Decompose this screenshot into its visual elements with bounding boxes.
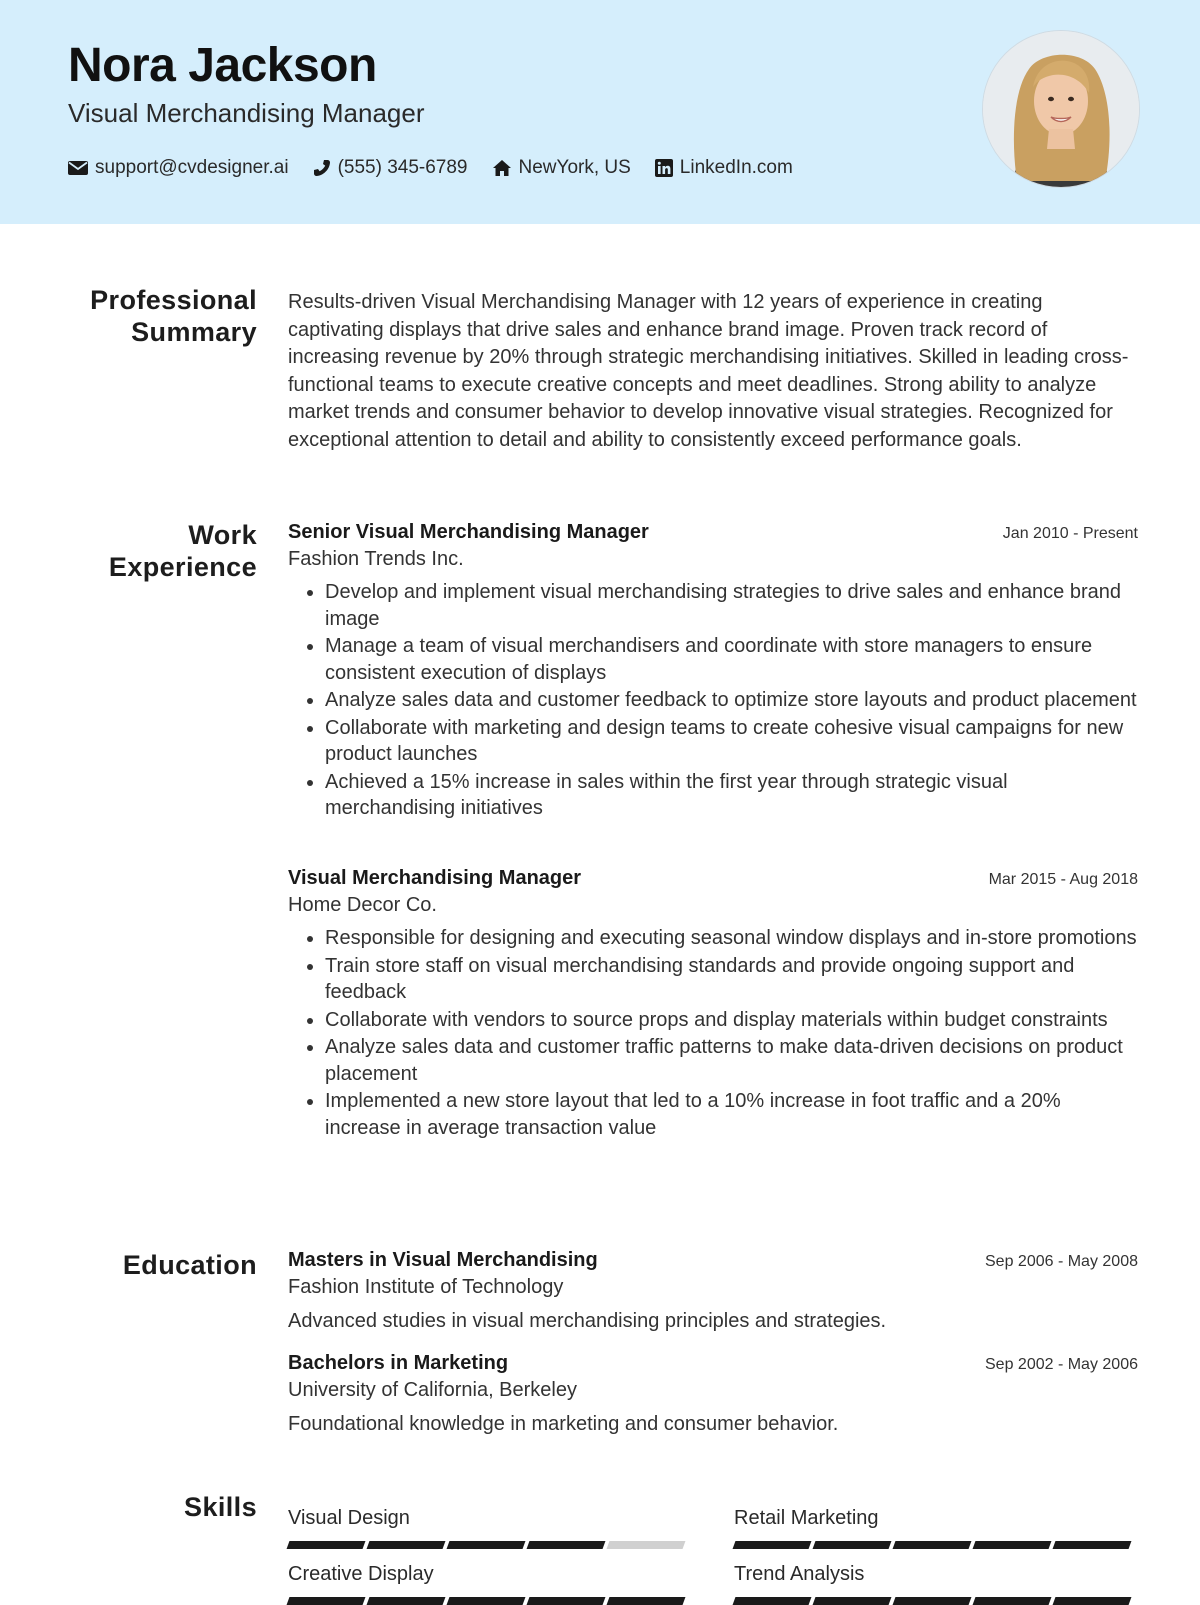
skill-level-segment-filled xyxy=(527,1597,606,1605)
skill-item xyxy=(288,1561,688,1605)
skill-level-segment-filled xyxy=(367,1597,446,1605)
job-bullet: • Manage a team of visual merchandisers and coordinate with store managers to ensure consistent execution of displays xyxy=(325,633,1138,686)
summary-heading xyxy=(40,284,257,348)
skill-level-segment-filled xyxy=(447,1541,526,1549)
skill-level-bar xyxy=(288,1597,688,1605)
education-entry xyxy=(288,1247,1138,1335)
contact-location-text: NewYork, US xyxy=(518,157,631,178)
linkedin-icon xyxy=(655,159,673,177)
skill-level-segment-filled xyxy=(367,1541,446,1549)
summary-section xyxy=(288,289,1138,454)
job-title: Senior Visual Merchandising Manager xyxy=(288,521,649,543)
job-dates: Jan 2010 - Present xyxy=(1002,525,1138,542)
skill-level-bar xyxy=(734,1597,1134,1605)
job-bullets xyxy=(288,925,1138,1141)
experience-heading-line2: Experience xyxy=(108,552,257,582)
skill-item xyxy=(734,1505,1134,1549)
education-dates: Sep 2002 - May 2006 xyxy=(985,1356,1138,1373)
job-bullet: • Analyze sales data and customer traffic patterns to make data-driven decisions on product placement xyxy=(325,1034,1138,1087)
job-company: Home Decor Co. xyxy=(288,894,437,916)
contact-location xyxy=(492,157,631,179)
skill-level-segment-filled xyxy=(733,1597,812,1605)
skill-level-segment-filled xyxy=(287,1541,366,1549)
skill-level-segment-filled xyxy=(813,1597,892,1605)
contact-linkedin-text: LinkedIn.com xyxy=(679,157,793,178)
skill-level-segment-filled xyxy=(733,1541,812,1549)
experience-heading xyxy=(40,519,257,583)
skill-level-segment-filled xyxy=(973,1541,1052,1549)
job-entry xyxy=(288,865,1138,1142)
skill-level-segment-filled xyxy=(607,1597,686,1605)
skill-level-segment-filled xyxy=(527,1541,606,1549)
skill-name: Visual Design xyxy=(288,1507,410,1529)
degree-title: Bachelors in Marketing xyxy=(288,1352,509,1374)
job-bullet: • Analyze sales data and customer feedback to optimize store layouts and product placement xyxy=(325,687,1138,714)
profile-photo xyxy=(982,30,1140,188)
job-bullet: • Collaborate with marketing and design teams to create cohesive visual campaigns for new product launches xyxy=(325,715,1138,768)
skill-level-segment-filled xyxy=(893,1597,972,1605)
summary-heading-line2: Summary xyxy=(131,317,257,347)
job-bullet: • Achieved a 15% increase in sales within the first year through strategic visual merchandising initiatives xyxy=(325,769,1138,822)
job-bullet: • Collaborate with vendors to source props and display materials within budget constraints xyxy=(325,1007,1138,1034)
skill-level-segment-empty xyxy=(607,1541,686,1549)
education-description: Advanced studies in visual merchandising principles and strategies. xyxy=(288,1310,887,1332)
contact-row xyxy=(68,157,817,179)
education-dates: Sep 2006 - May 2008 xyxy=(985,1253,1138,1270)
job-bullets xyxy=(288,579,1138,822)
job-company: Fashion Trends Inc. xyxy=(288,548,464,570)
home-icon xyxy=(492,159,512,177)
phone-icon xyxy=(313,159,331,177)
skill-level-bar xyxy=(734,1541,1134,1549)
skill-item xyxy=(734,1561,1134,1605)
skill-level-bar xyxy=(288,1541,688,1549)
experience-heading-line1: Work xyxy=(188,520,257,550)
contact-email[interactable] xyxy=(68,157,289,179)
candidate-title: Visual Merchandising Manager xyxy=(68,98,425,128)
education-entry xyxy=(288,1350,1138,1438)
skill-name: Retail Marketing xyxy=(734,1507,879,1529)
summary-heading-line1: Professional xyxy=(90,285,257,315)
school-name: Fashion Institute of Technology xyxy=(288,1276,564,1298)
job-bullet: • Train store staff on visual merchandising standards and provide ongoing support and feedback xyxy=(325,953,1138,1006)
skill-item xyxy=(288,1505,688,1549)
job-entry xyxy=(288,519,1138,823)
skill-level-segment-filled xyxy=(813,1541,892,1549)
contact-linkedin[interactable] xyxy=(655,157,793,179)
contact-phone-text: (555) 345-6789 xyxy=(337,157,468,178)
skill-level-segment-filled xyxy=(1053,1541,1132,1549)
job-title: Visual Merchandising Manager xyxy=(288,867,582,889)
envelope-icon xyxy=(68,160,88,176)
job-bullet: • Implemented a new store layout that led to a 10% increase in foot traffic and a 20% increase in average transaction value xyxy=(325,1088,1138,1141)
degree-title: Masters in Visual Merchandising xyxy=(288,1249,598,1271)
skill-level-segment-filled xyxy=(973,1597,1052,1605)
school-name: University of California, Berkeley xyxy=(288,1379,577,1401)
education-description: Foundational knowledge in marketing and consumer behavior. xyxy=(288,1413,839,1435)
contact-phone[interactable] xyxy=(313,157,468,179)
skills-heading: Skills xyxy=(184,1492,257,1522)
skill-level-segment-filled xyxy=(287,1597,366,1605)
skill-name: Creative Display xyxy=(288,1563,434,1585)
resume-header xyxy=(0,0,1200,224)
skill-level-segment-filled xyxy=(893,1541,972,1549)
job-bullet: • Responsible for designing and executing seasonal window displays and in-store promotions xyxy=(325,925,1138,952)
skill-name: Trend Analysis xyxy=(734,1563,865,1585)
summary-text: Results-driven Visual Merchandising Manager with 12 years of experience in creating captivating displays that drive sales and enhance brand image. Proven track record of increasing revenue by 20% through strategic merchandising initiatives. Skilled in leading cross-functional teams to execute creative concepts and meet deadlines. Strong ability to analyze market trends and consumer behavior to develop innovative visual strategies. Recognized for exceptional attention to detail and ability to consistently exceed performance goals. xyxy=(288,291,1129,451)
candidate-name: Nora Jackson xyxy=(68,39,377,92)
job-bullet: • Develop and implement visual merchandising strategies to drive sales and enhance brand image xyxy=(325,579,1138,632)
contact-email-text: support@cvdesigner.ai xyxy=(95,157,289,178)
skill-level-segment-filled xyxy=(447,1597,526,1605)
skill-level-segment-filled xyxy=(1053,1597,1132,1605)
education-heading: Education xyxy=(122,1250,257,1280)
job-dates: Mar 2015 - Aug 2018 xyxy=(988,871,1138,888)
